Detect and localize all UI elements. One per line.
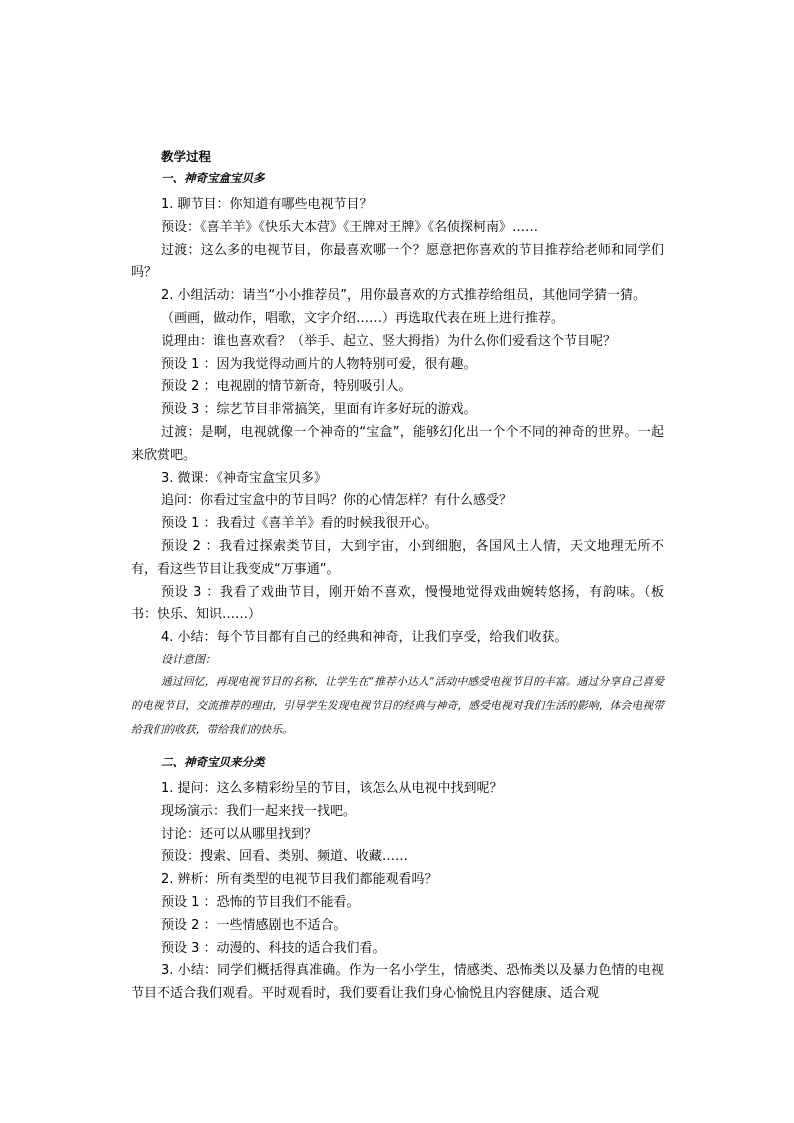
- paragraph: 讨论：还可以从哪里找到？: [161, 826, 318, 842]
- paragraph: 3. 小结：同学们概括得真准确。作为一名小学生，情感类、恐怖类以及暴力色情的电视节目不适合我们观看。平时观看时，我们要看让我们身心愉悦且内容健康、适合观: [131, 963, 664, 1002]
- paragraph: 预设 3 ：我看了戏曲节目，刚开始不喜欢，慢慢地觉得戏曲婉转悠扬，有韵味。（板书：快乐、知识……）: [131, 584, 664, 623]
- paragraph: 预设：搜索、回看、类别、频道、收藏……: [161, 849, 409, 865]
- paragraph: 预设 2 ：我看过探索类节目，大到宇宙，小到细胞，各国风土人情，天文地理无所不有，看这些节目让我变成“万事通”。: [131, 538, 664, 577]
- paragraph: 预设 1 ：我看过《喜羊羊》看的时候我很开心。: [161, 516, 438, 532]
- paragraph: 预设 3 ：动漫的、科技的适合我们看。: [161, 940, 386, 956]
- design-intent-text: 通过回忆，再现电视节目的名称，让学生在“推荐小达人”活动中感受电视节目的丰富。通过分享自己喜爱的电视节目，交流推荐的理由，引导学生发现电视节目的经典与神奇，感受电视对我们生活的影响，体会电视带给我们的收获，带给我们的快乐。: [131, 674, 664, 736]
- paragraph: 1. 聊节目：你知道有哪些电视节目？: [161, 197, 373, 212]
- design-intent-label: 设计意图：: [161, 652, 216, 666]
- paragraph: 预设 1 ：恐怖的节目我们不能看。: [161, 894, 360, 910]
- paragraph: 预设 3 ：综艺节目非常搞笑，里面有许多好玩的游戏。: [161, 402, 477, 418]
- paragraph: 4. 小结：每个节目都有自己的经典和神奇，让我们享受，给我们收获。: [161, 630, 568, 646]
- paragraph: 预设 2 ：电视剧的情节新奇，特别吸引人。: [161, 379, 412, 395]
- paragraph: 3. 微课：《神奇宝盒宝贝多》: [161, 470, 328, 486]
- paragraph: 预设：《喜羊羊》《快乐大本营》《王牌对王牌》《名侦探柯南》……: [161, 219, 539, 235]
- paragraph: 过渡：这么多的电视节目，你最喜欢哪一个？愿意把你喜欢的节目推荐给老师和同学们吗？: [131, 242, 664, 281]
- paragraph: 追问：你看过宝盒中的节目吗？你的心情怎样？有什么感受？: [161, 493, 513, 509]
- paragraph: 2. 辨析：所有类型的电视节目我们都能观看吗？: [161, 872, 438, 888]
- paragraph: 2. 小组活动：请当“小小推荐员”，用你最喜欢的方式推荐给组员，其他同学猜一猜。: [161, 288, 647, 304]
- document-body: [131, 146, 664, 1006]
- section-heading-2: 二、神奇宝贝来分类: [161, 754, 265, 769]
- paragraph: 现场演示：我们一起来找一找吧。: [161, 803, 357, 819]
- paragraph: 预设 2 ：一些情感剧也不适合。: [161, 917, 347, 933]
- page-title: 教学过程: [161, 149, 212, 164]
- paragraph: 1. 提问：这么多精彩纷呈的节目，该怎么从电视中找到呢？: [161, 780, 503, 796]
- paragraph: （画画，做动作，唱歌，文字介绍……）再选取代表在班上进行推荐。: [161, 310, 565, 326]
- section-heading-1: 一、神奇宝盒宝贝多: [161, 171, 265, 185]
- paragraph: 说理由：谁也喜欢看？（举手、起立、竖大拇指）为什么你们爱看这个节目呢？: [161, 333, 617, 349]
- paragraph: 过渡：是啊，电视就像一个神奇的“宝盒”，能够幻化出一个个不同的神奇的世界。一起来欣赏吧。: [131, 424, 664, 463]
- paragraph: 预设 1 ：因为我觉得动画片的人物特别可爱，很有趣。: [161, 356, 477, 372]
